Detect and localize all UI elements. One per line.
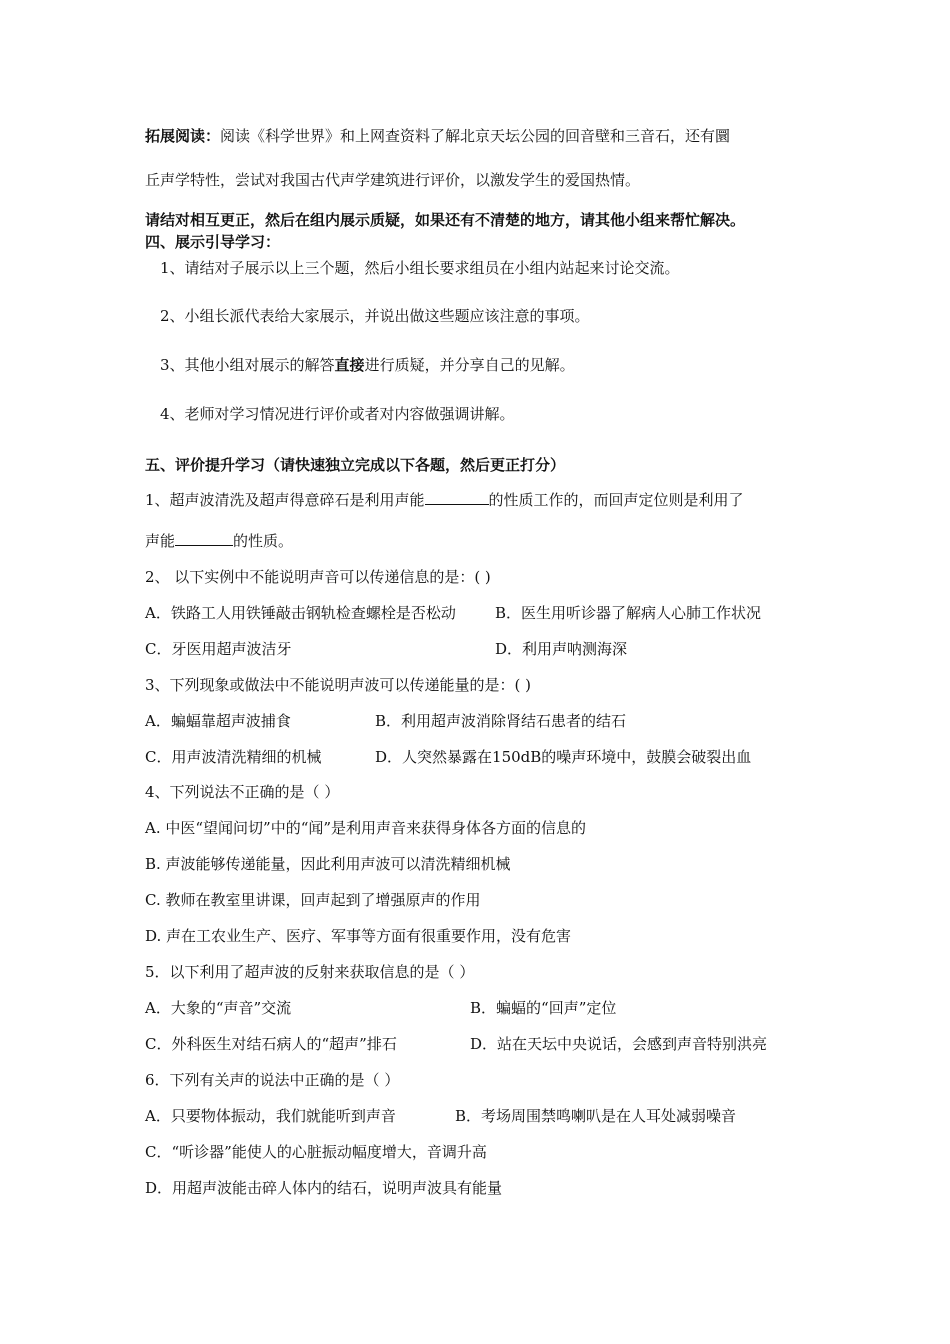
group-instruction: 请结对相互更正，然后在组内展示质疑，如果还有不清楚的地方，请其他小组来帮忙解决。	[145, 211, 746, 229]
q4-option-b: B. 声波能够传递能量，因此利用声波可以清洗精细机械	[145, 855, 511, 873]
q6-option-c: C．“听诊器”能使人的心脏振动幅度增大，音调升高	[145, 1143, 487, 1161]
q2-option-d: D．利用声呐测海深	[495, 640, 628, 658]
section4-item-3	[160, 355, 575, 375]
q1-blank-2[interactable]	[175, 531, 233, 546]
extend-reading-label: 拓展阅读：	[145, 127, 221, 145]
q1-line2-post: 的性质。	[233, 532, 294, 550]
q1-line1	[145, 490, 744, 510]
item3-pre: 3、其他小组对展示的解答	[160, 356, 335, 374]
section5-heading: 五、评价提升学习（请快速独立完成以下各题，然后更正打分）	[145, 456, 566, 474]
q1-post: 的性质工作的，而回声定位则是利用了	[488, 491, 744, 509]
q5-option-b: B．蝙蝠的“回声”定位	[470, 999, 617, 1017]
q2-option-a: A．铁路工人用铁锤敲击钢轨检查螺栓是否松动	[145, 604, 456, 622]
q6-option-d: D．用超声波能击碎人体内的结石，说明声波具有能量	[145, 1179, 503, 1197]
q2-options-row1	[145, 603, 845, 623]
extend-reading-text: 阅读《科学世界》和上网查资料了解北京天坛公园的回音壁和三音石，还有圜	[220, 127, 731, 145]
section4-heading: 四、展示引导学习：	[145, 233, 281, 251]
q2-option-b: B．医生用听诊器了解病人心肺工作状况	[495, 604, 762, 622]
q1-blank-1[interactable]	[425, 490, 489, 505]
q3: 3、下列现象或做法中不能说明声波可以传递能量的是：( )	[145, 676, 532, 694]
q5-option-d: D．站在天坛中央说话，会感到声音特别洪亮	[470, 1035, 768, 1053]
q3-option-b: B．利用超声波消除肾结石患者的结石	[375, 712, 627, 730]
q4: 4、下列说法不正确的是（ ）	[145, 783, 340, 801]
q1-line2-pre: 声能	[145, 532, 176, 550]
q3-option-a: A．蝙蝠靠超声波捕食	[145, 712, 291, 730]
q3-option-d: D．人突然暴露在150dB的噪声环境中，鼓膜会破裂出血	[375, 748, 752, 766]
q4-option-a: A. 中医“望闻问切”中的“闻”是利用声音来获得身体各方面的信息的	[145, 819, 587, 837]
q3-options-row1	[145, 711, 845, 731]
q6-option-b: B．考场周围禁鸣喇叭是在人耳处减弱噪音	[455, 1107, 737, 1125]
q6: 6．下列有关声的说法中正确的是（ ）	[145, 1071, 400, 1089]
section4-item-2: 2、小组长派代表给大家展示，并说出做这些题应该注意的事项。	[160, 307, 590, 325]
q2-option-c: C．牙医用超声波洁牙	[145, 640, 292, 658]
q5-option-c: C．外科医生对结石病人的“超声”排石	[145, 1035, 397, 1053]
item3-bold: 直接	[334, 356, 365, 374]
extend-reading-line2: 丘声学特性，尝试对我国古代声学建筑进行评价，以激发学生的爱国热情。	[145, 171, 641, 189]
q4-option-c: C. 教师在教室里讲课，回声起到了增强原声的作用	[145, 891, 481, 909]
q5-options-row2	[145, 1034, 845, 1054]
q6-options-row1	[145, 1106, 845, 1126]
q4-option-d: D. 声在工农业生产、医疗、军事等方面有很重要作用，没有危害	[145, 927, 572, 945]
q3-options-row2	[145, 747, 845, 767]
q5-option-a: A．大象的“声音”交流	[145, 999, 292, 1017]
q1-pre: 1、超声波清洗及超声得意碎石是利用声能	[145, 491, 425, 509]
q2: 2、 以下实例中不能说明声音可以传递信息的是：( )	[145, 568, 491, 586]
extend-reading-line1	[145, 126, 730, 146]
item3-post: 进行质疑，并分享自己的见解。	[364, 356, 575, 374]
q5: 5．以下利用了超声波的反射来获取信息的是（ ）	[145, 963, 475, 981]
q2-options-row2	[145, 639, 845, 659]
q6-option-a: A．只要物体振动，我们就能听到声音	[145, 1107, 396, 1125]
q1-line2	[145, 531, 293, 551]
q3-option-c: C．用声波清洗精细的机械	[145, 748, 322, 766]
q5-options-row1	[145, 998, 845, 1018]
section4-item-4: 4、老师对学习情况进行评价或者对内容做强调讲解。	[160, 405, 515, 423]
section4-item-1: 1、请结对子展示以上三个题，然后小组长要求组员在小组内站起来讨论交流。	[160, 259, 680, 277]
